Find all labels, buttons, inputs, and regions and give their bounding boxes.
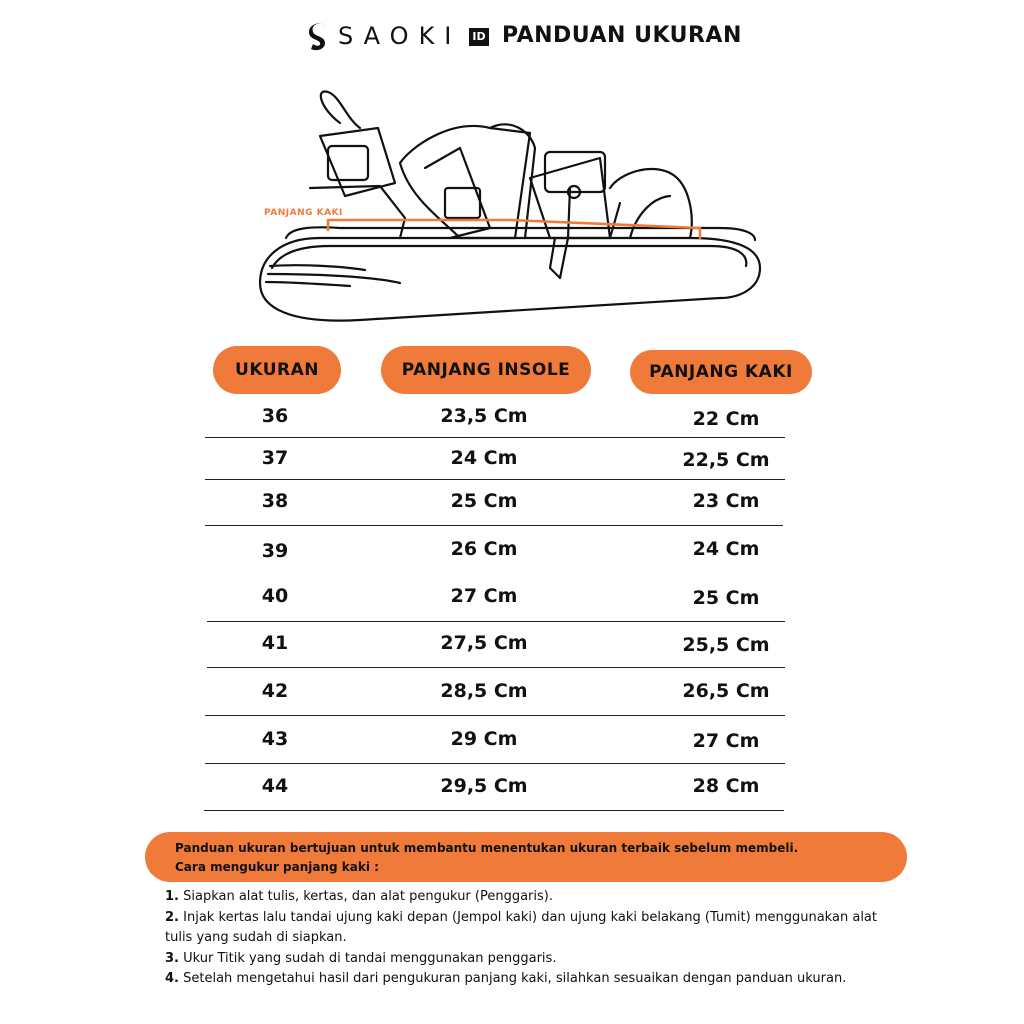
- insole-cell: 27,5 Cm: [440, 632, 528, 654]
- s-logo-icon: [308, 22, 330, 52]
- size-cell: 42: [261, 680, 289, 702]
- size-cell: 38: [261, 490, 289, 512]
- step-item: [165, 887, 877, 908]
- step-text: Setelah mengetahui hasil dari pengukuran panjang kaki, silahkan sesuaikan dengan panduan ukuran.: [178, 971, 847, 986]
- foot-cell: 27 Cm: [692, 730, 760, 752]
- row-divider: [205, 479, 785, 480]
- table-row: [0, 585, 1024, 625]
- table-row: [0, 538, 1024, 578]
- insole-cell: 29 Cm: [450, 728, 518, 750]
- foot-cell: 25 Cm: [692, 587, 760, 609]
- insole-cell: 28,5 Cm: [440, 680, 528, 702]
- step-number: 3.: [165, 950, 179, 966]
- step-text: Ukur Titik yang sudah di tandai menggunakan penggaris.: [178, 950, 557, 966]
- row-divider: [207, 621, 785, 622]
- foot-cell: 23 Cm: [692, 490, 760, 512]
- header-panjang-kaki: PANJANG KAKI: [630, 350, 812, 394]
- insole-cell: 26 Cm: [450, 538, 518, 560]
- step-item: [165, 949, 877, 970]
- foot-cell: 22,5 Cm: [682, 449, 770, 471]
- step-item: [165, 908, 877, 949]
- insole-cell: 29,5 Cm: [440, 775, 528, 797]
- table-row: [0, 490, 1024, 530]
- row-divider: [204, 810, 784, 811]
- size-cell: 43: [261, 728, 289, 750]
- step-number: 1.: [165, 889, 179, 904]
- size-cell: 37: [261, 447, 289, 469]
- foot-cell: 26,5 Cm: [682, 680, 770, 702]
- table-row: [0, 447, 1024, 487]
- step-number: 2.: [165, 909, 179, 925]
- header: [0, 20, 1024, 54]
- table-row: [0, 728, 1024, 768]
- foot-cell: 24 Cm: [692, 538, 760, 560]
- insole-cell: 25 Cm: [450, 490, 518, 512]
- header-ukuran: UKURAN: [213, 346, 341, 394]
- note-line-2: Cara mengukur panjang kaki :: [175, 860, 379, 874]
- note-line-1: Panduan ukuran bertujuan untuk membantu menentukan ukuran terbaik sebelum membeli.: [175, 841, 799, 855]
- step-number: 4.: [165, 971, 179, 986]
- row-divider: [205, 525, 783, 526]
- insole-cell: 24 Cm: [450, 447, 518, 469]
- note-banner: [145, 832, 907, 882]
- foot-cell: 22 Cm: [692, 408, 760, 430]
- size-cell: 41: [261, 632, 289, 654]
- step-text: Siapkan alat tulis, kertas, dan alat pengukur (Penggaris).: [178, 889, 553, 904]
- size-cell: 44: [261, 775, 289, 797]
- panjang-kaki-label: PANJANG KAKI: [264, 208, 343, 218]
- step-item: [165, 969, 877, 990]
- header-panjang-insole: PANJANG INSOLE: [381, 346, 591, 394]
- brand-suffix: ID: [469, 28, 489, 46]
- row-divider: [207, 667, 785, 668]
- insole-cell: 23,5 Cm: [440, 405, 528, 427]
- size-cell: 39: [261, 540, 289, 562]
- foot-cell: 28 Cm: [692, 775, 760, 797]
- insole-cell: 27 Cm: [450, 585, 518, 607]
- foot-cell: 25,5 Cm: [682, 634, 770, 656]
- size-cell: 36: [261, 405, 289, 427]
- brand-name: SAOKI: [338, 22, 462, 50]
- step-text: Injak kertas lalu tandai ujung kaki depan (Jempol kaki) dan ujung kaki belakang (Tumit) menggunakan alat tulis yang sudah di siapkan.: [165, 909, 877, 945]
- table-row: [0, 405, 1024, 445]
- table-row: [0, 632, 1024, 672]
- row-divider: [205, 763, 785, 764]
- row-divider: [205, 715, 785, 716]
- measuring-steps: [165, 887, 877, 990]
- size-cell: 40: [261, 585, 289, 607]
- table-row: [0, 680, 1024, 720]
- table-row: [0, 775, 1024, 815]
- row-divider: [205, 437, 785, 438]
- page-title: PANDUAN UKURAN: [502, 23, 742, 48]
